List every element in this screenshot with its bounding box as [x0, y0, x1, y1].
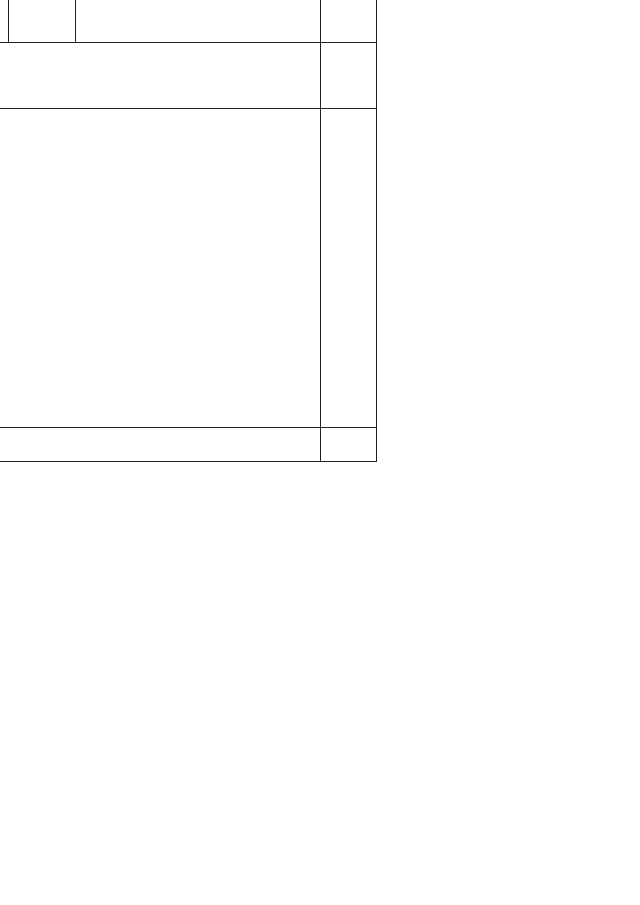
index-cell [321, 43, 377, 109]
index-cell [321, 0, 377, 43]
index-cell [321, 427, 377, 461]
index-row [321, 0, 377, 462]
index-cell [321, 109, 377, 428]
header-males-horns [76, 0, 321, 43]
hunting-resources-table [0, 0, 377, 462]
rotated-table-sheet [0, 0, 377, 462]
header-name [0, 109, 321, 428]
header-number [0, 427, 321, 461]
header-total [0, 43, 321, 109]
header-in-that-number [0, 0, 9, 43]
header-older-1yr [9, 0, 76, 43]
